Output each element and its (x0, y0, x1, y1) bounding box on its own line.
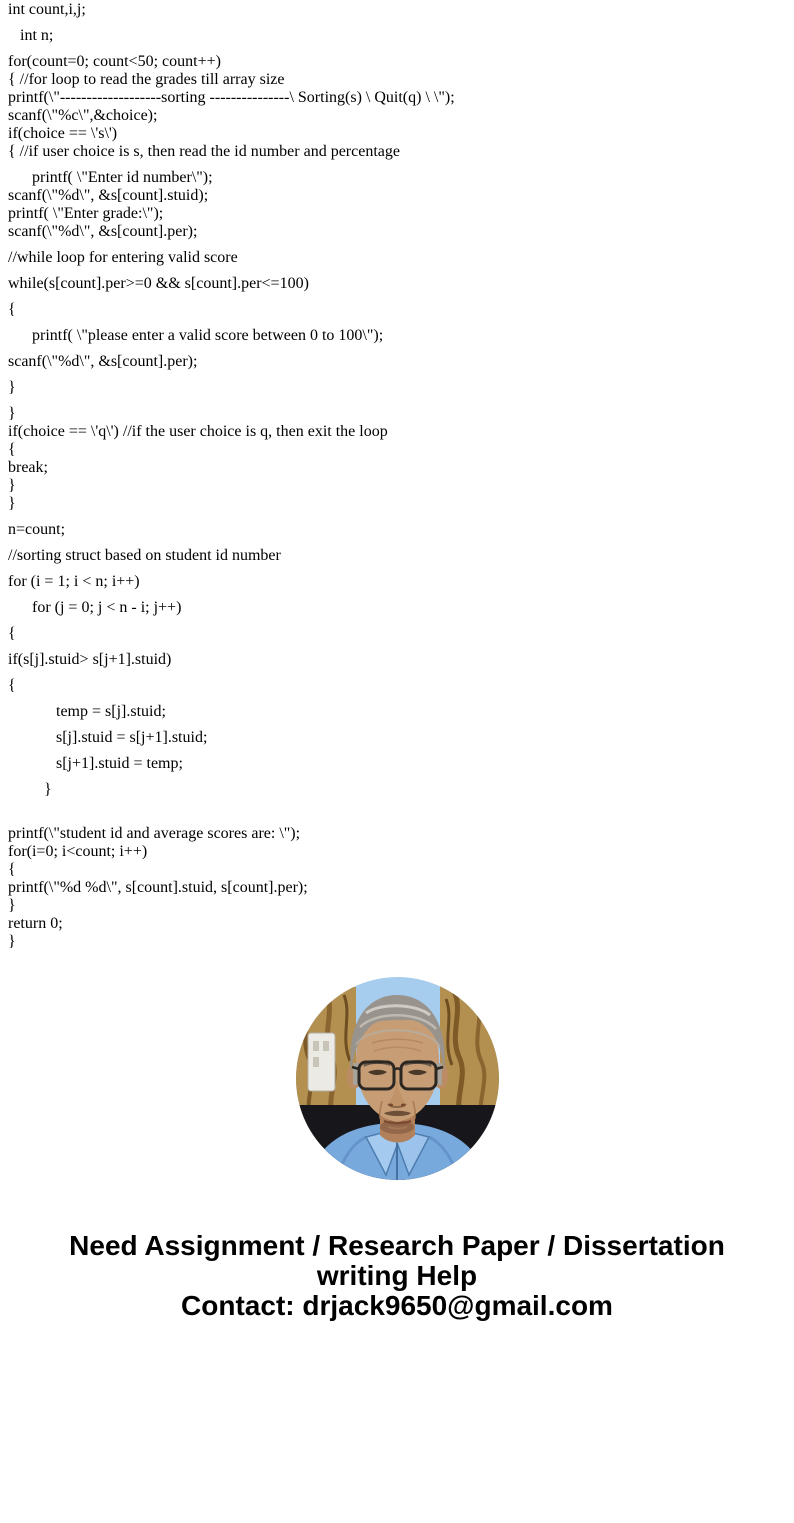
code-line: scanf(\"%c\",&choice); (8, 107, 158, 124)
code-paragraph (8, 651, 786, 669)
code-line: { (8, 861, 16, 878)
code-line: { (8, 677, 16, 694)
code-line (8, 807, 786, 825)
code-line: s[j].stuid = s[j+1].stuid; (8, 729, 208, 746)
code-paragraph (8, 327, 786, 345)
code-line: } (8, 405, 16, 422)
code-line: { (8, 301, 16, 318)
footer-text-line-1: Need Assignment / Research Paper / Dissertation (69, 1230, 725, 1261)
code-line: } (8, 933, 16, 950)
code-line: scanf(\"%d\", &s[count].per); (8, 223, 198, 240)
code-line: } (8, 477, 16, 494)
code-line: for (i = 1; i < n; i++) (8, 573, 140, 590)
code-paragraph (8, 301, 786, 319)
code-paragraph (8, 405, 786, 513)
code-paragraph (8, 599, 786, 617)
code-line: if(s[j].stuid> s[j+1].stuid) (8, 651, 172, 668)
code-paragraph (8, 573, 786, 591)
code-line: temp = s[j].stuid; (8, 703, 166, 720)
code-line: printf(\"%d %d\", s[count].stuid, s[count].per); (8, 879, 308, 896)
code-paragraph (8, 781, 786, 799)
code-line: for(count=0; count<50; count++) (8, 53, 221, 70)
code-line: for(i=0; i<count; i++) (8, 843, 148, 860)
footer-contact-line: Contact: drjack9650@gmail.com (181, 1290, 613, 1321)
code-paragraph (8, 169, 786, 241)
code-paragraph (8, 353, 786, 371)
code-line: while(s[count].per>=0 && s[count].per<=100) (8, 275, 309, 292)
code-line: { //for loop to read the grades till array size (8, 71, 285, 88)
code-line: printf(\"student id and average scores are: \"); (8, 825, 301, 842)
code-line: { (8, 441, 16, 458)
code-paragraph (8, 625, 786, 643)
code-line: s[j+1].stuid = temp; (8, 755, 183, 772)
code-paragraph (8, 53, 786, 161)
code-line: printf( \"Enter grade:\"); (8, 205, 164, 222)
code-paragraph (8, 27, 786, 45)
code-line: //sorting struct based on student id number (8, 547, 281, 564)
code-line: int count,i,j; (8, 1, 86, 18)
code-line: } (8, 495, 16, 512)
code-line: break; (8, 459, 48, 476)
code-line: printf( \"Enter id number\"); (8, 169, 213, 186)
code-line: n=count; (8, 521, 66, 538)
code-paragraph (8, 729, 786, 747)
code-line: printf(\"-------------------sorting ---------------\ Sorting(s) \ Quit(q) \ \"); (8, 89, 455, 106)
code-paragraph (8, 1, 786, 19)
code-line: int n; (8, 27, 54, 44)
code-line: scanf(\"%d\", &s[count].per); (8, 353, 198, 370)
code-paragraph (8, 677, 786, 695)
code-paragraph (8, 547, 786, 565)
code-paragraph (8, 249, 786, 267)
code-line: return 0; (8, 915, 63, 932)
code-line: if(choice == \'q\') //if the user choice is q, then exit the loop (8, 423, 388, 440)
code-paragraph (8, 275, 786, 293)
code-line: } (8, 897, 16, 914)
code-paragraph (8, 755, 786, 773)
code-paragraph (8, 521, 786, 539)
footer-banner (0, 1231, 794, 1321)
code-line: if(choice == \'s\') (8, 125, 118, 142)
code-line: { (8, 625, 16, 642)
code-paragraph (8, 379, 786, 397)
code-line: //while loop for entering valid score (8, 249, 238, 266)
code-line: { //if user choice is s, then read the id number and percentage (8, 143, 400, 160)
footer-text-line-2: writing Help (316, 1260, 478, 1291)
code-line: scanf(\"%d\", &s[count].stuid); (8, 187, 209, 204)
code-line: for (j = 0; j < n - i; j++) (8, 599, 182, 616)
code-line: } (8, 781, 52, 798)
code-line: printf( \"please enter a valid score between 0 to 100\"); (8, 327, 384, 344)
avatar (0, 977, 794, 1180)
code-line: } (8, 379, 16, 396)
code-paragraph (8, 703, 786, 721)
code-paragraph (8, 807, 786, 951)
portrait-photo (296, 977, 499, 1180)
